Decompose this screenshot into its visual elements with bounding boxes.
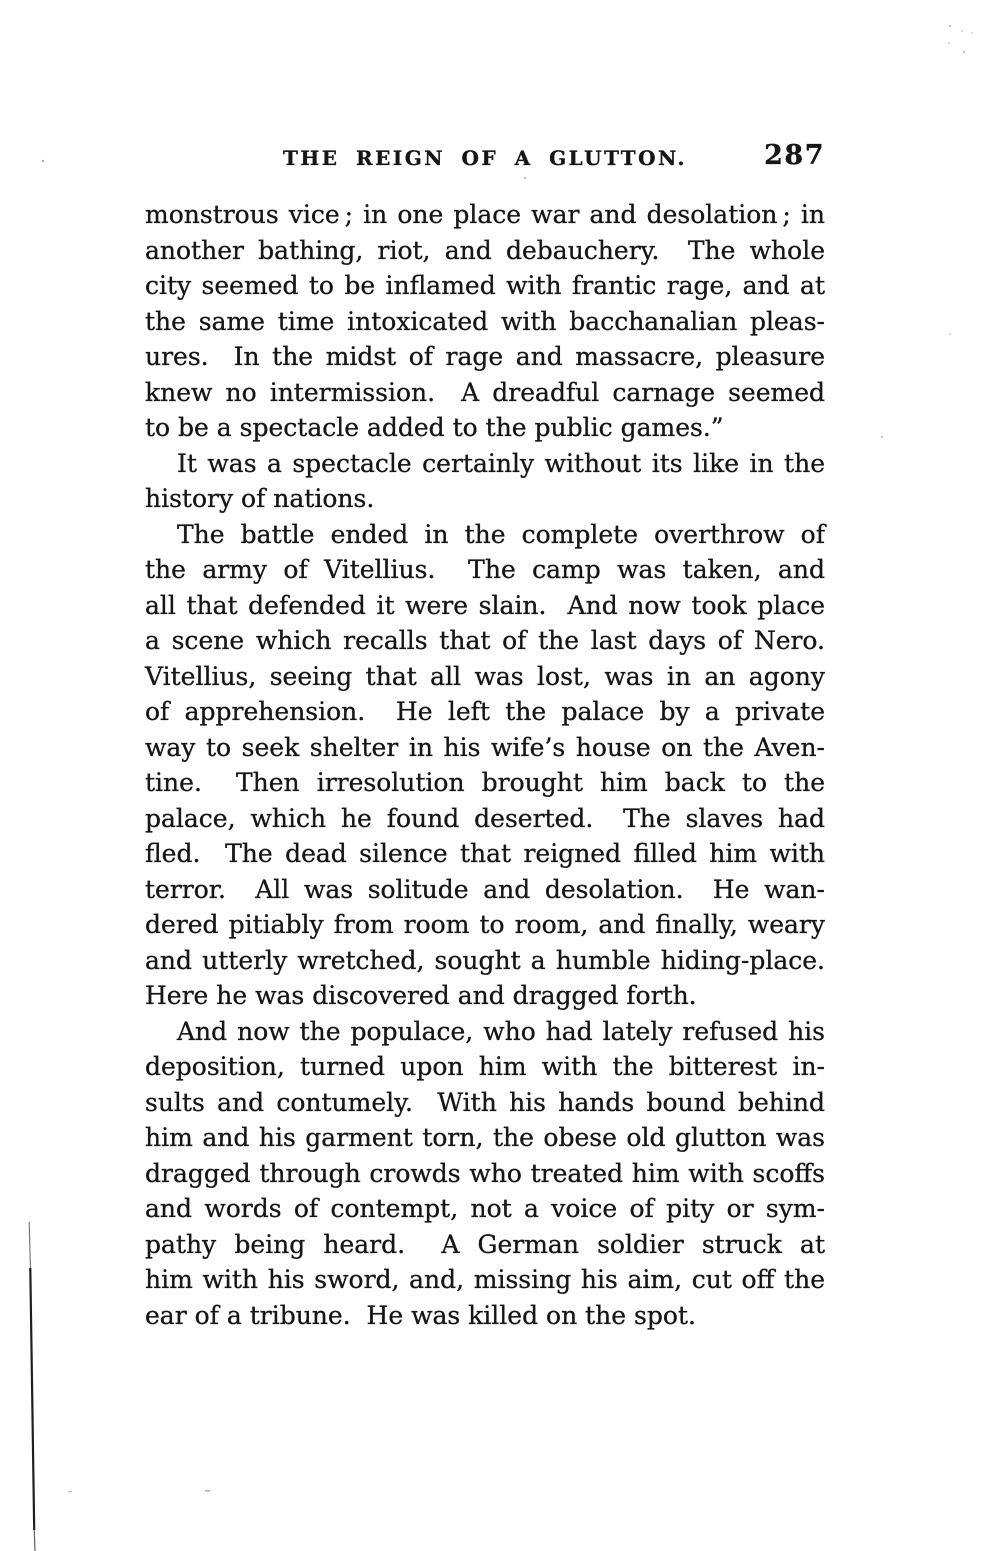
- text-line: monstrous vice ; in one place war and desolation ; in: [145, 200, 825, 229]
- text-line: Here he was discovered and dragged forth.: [145, 981, 697, 1010]
- text-line: way to seek shelter in his wife’s house on the Aven-: [145, 732, 825, 762]
- text-line: terror. All was solitude and desolation. He wan-: [145, 874, 825, 904]
- text-line: him with his sword, and, missing his aim, cut off the: [145, 1265, 825, 1294]
- text-line: and utterly wretched, sought a humble hiding-place.: [145, 945, 825, 975]
- text-line: palace, which he found deserted. The slaves had: [145, 803, 825, 833]
- text-line: him and his garment torn, the obese old glutton was: [145, 1123, 825, 1152]
- text-line: It was a spectacle certainly without its like in the: [177, 448, 825, 478]
- text-line: The battle ended in the complete overthrow of: [177, 519, 825, 549]
- paragraph: [145, 1014, 825, 1334]
- text-line: to be a spectacle added to the public games.”: [145, 413, 724, 442]
- text-line: and words of contempt, not a voice of pity or sym-: [145, 1194, 825, 1223]
- text-line: ear of a tribune. He was killed on the spot.: [145, 1300, 696, 1330]
- text-line: Vitellius, seeing that all was lost, was in an agony: [145, 661, 825, 691]
- running-header: [145, 140, 825, 174]
- text-line: dered pitiably from room to room, and finally, weary: [145, 910, 825, 939]
- text-line: pathy being heard. A German soldier struck at: [145, 1229, 825, 1259]
- text-line: city seemed to be inflamed with frantic rage, and at: [145, 271, 825, 300]
- text-line: a scene which recalls that of the last days of Nero.: [145, 626, 825, 655]
- paragraph: [145, 517, 825, 1014]
- page-number: 287: [764, 140, 825, 171]
- running-header-title: THE REIGN OF A GLUTTON.: [282, 146, 688, 170]
- text-line: sults and contumely. With his hands bound behind: [145, 1087, 825, 1117]
- text-line: history of nations.: [145, 484, 375, 513]
- text-line: knew no intermission. A dreadful carnage seemed: [145, 377, 825, 407]
- text-line: the same time intoxicated with bacchanalian pleas-: [145, 306, 825, 336]
- text-line: And now the populace, who had lately refused his: [177, 1016, 825, 1046]
- text-line: ures. In the midst of rage and massacre, pleasure: [145, 342, 825, 371]
- paragraph: [145, 197, 825, 446]
- text-line: deposition, turned upon him with the bitterest in-: [145, 1052, 825, 1081]
- scan-artifact-line: [29, 1222, 35, 1551]
- body-text: [145, 197, 825, 1333]
- text-line: of apprehension. He left the palace by a private: [145, 697, 825, 726]
- text-line: the army of Vitellius. The camp was taken, and: [145, 555, 825, 584]
- text-line: tine. Then irresolution brought him back to the: [145, 768, 825, 797]
- paragraph: [145, 446, 825, 517]
- text-line: fled. The dead silence that reigned filled him with: [145, 839, 825, 868]
- text-line: dragged through crowds who treated him with scoffs: [145, 1158, 825, 1188]
- text-line: all that defended it were slain. And now took place: [145, 590, 825, 620]
- text-line: another bathing, riot, and debauchery. The whole: [145, 235, 825, 265]
